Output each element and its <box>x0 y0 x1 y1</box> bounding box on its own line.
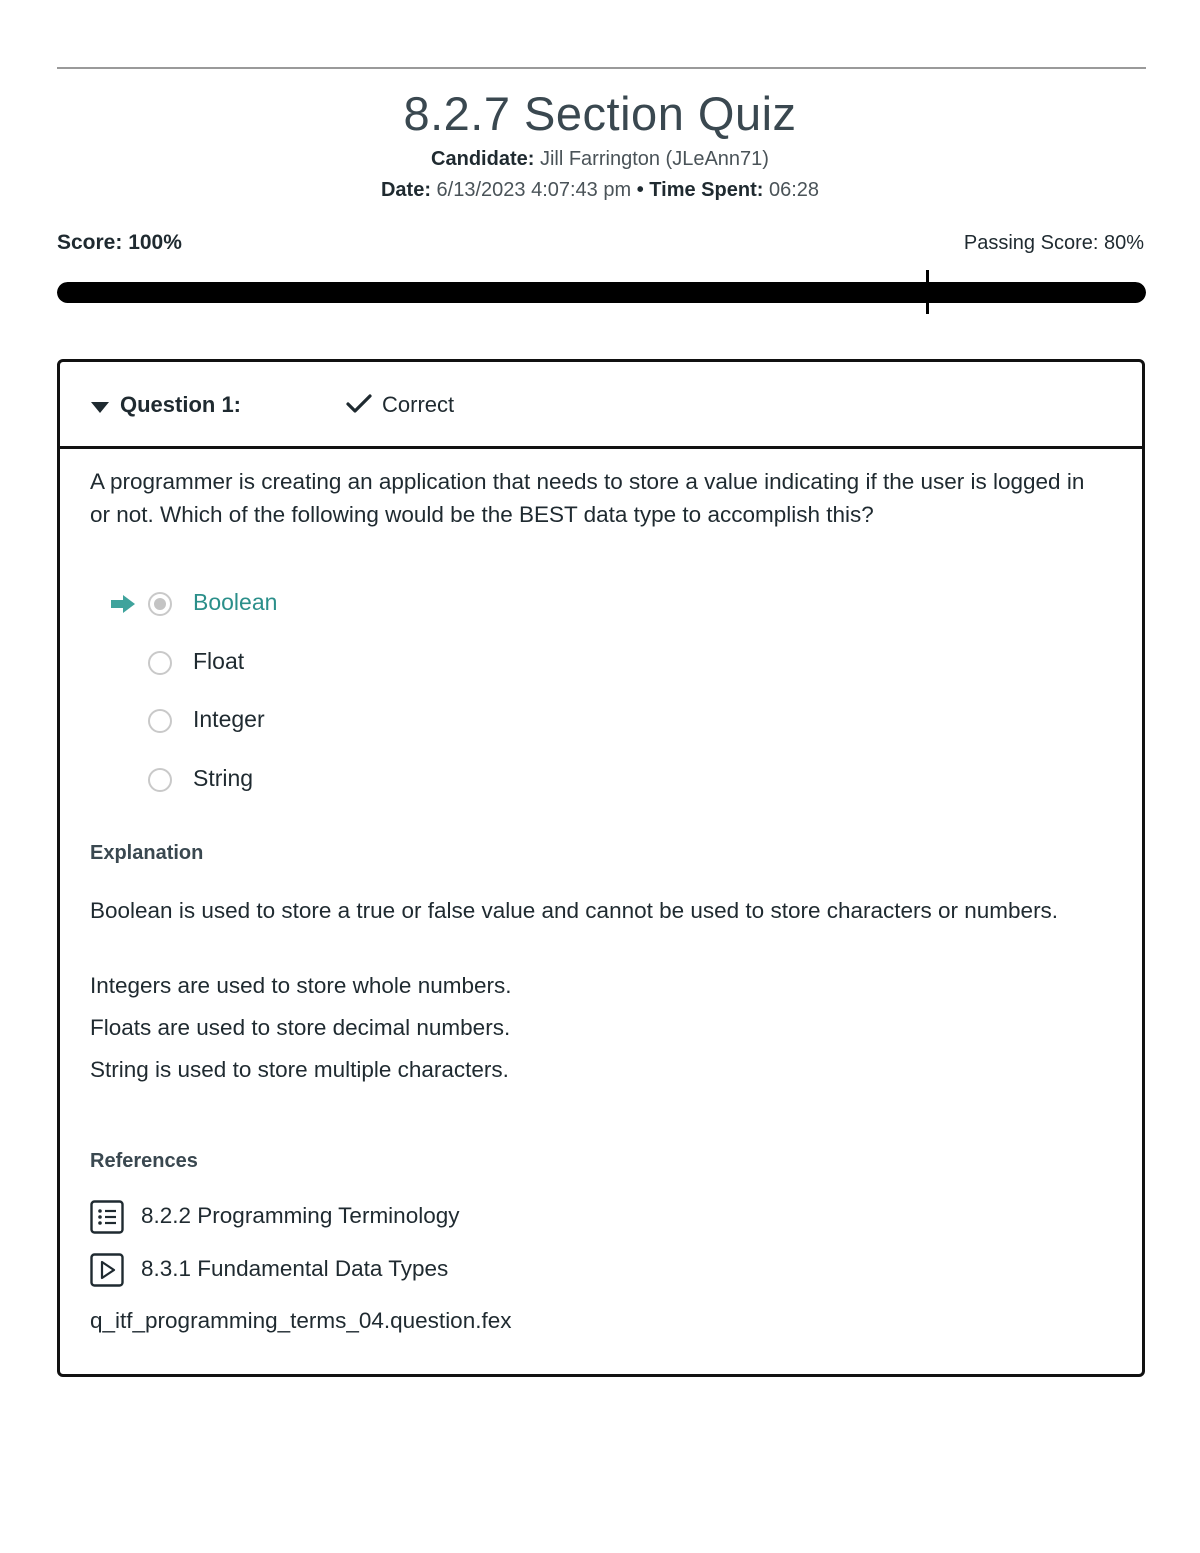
option-integer <box>60 703 560 743</box>
references-heading: References <box>90 1150 198 1172</box>
radio-button[interactable] <box>148 709 172 733</box>
separator-dot: • <box>636 179 644 201</box>
date-time-line <box>0 179 1200 202</box>
time-spent-value: 06:28 <box>768 179 820 201</box>
score-progress-fill <box>57 282 1146 303</box>
check-icon <box>345 392 373 416</box>
question-text: A programmer is creating an application that needs to store a value indicating if the user is logged in or not. Which of the following would be the BEST data type to accomplish this? <box>90 469 1085 527</box>
option-boolean <box>60 586 560 626</box>
explanation-line: Integers are used to store whole numbers. <box>90 973 512 998</box>
explanation-heading: Explanation <box>90 842 204 864</box>
radio-button[interactable] <box>148 768 172 792</box>
option-string <box>60 762 560 802</box>
reference-link[interactable]: 8.2.2 Programming Terminology <box>141 1203 460 1228</box>
question-file-name: q_itf_programming_terms_04.question.fex <box>90 1308 512 1333</box>
date-label: Date: <box>380 179 431 201</box>
passing-score-label: Passing Score: 80% <box>963 232 1144 254</box>
question-number: Question 1: <box>120 392 242 417</box>
page-title: 8.2.7 Section Quiz <box>403 87 797 140</box>
explanation-line: Floats are used to store decimal numbers. <box>90 1015 511 1040</box>
reference-item[interactable] <box>90 1253 790 1289</box>
list-icon <box>90 1200 124 1234</box>
time-spent-label: Time Spent: <box>649 179 764 201</box>
date-value: 6/13/2023 4:07:43 pm <box>436 179 632 201</box>
question-status: Correct <box>382 392 455 417</box>
candidate-label: Candidate: <box>431 148 535 170</box>
score-label: Score: 100% <box>57 231 182 254</box>
option-float <box>60 645 560 685</box>
explanation-line: String is used to store multiple characters. <box>90 1057 509 1082</box>
passing-score-marker <box>926 270 929 314</box>
score-progress-bar <box>57 282 1146 303</box>
reference-item[interactable] <box>90 1200 790 1236</box>
radio-button[interactable] <box>148 651 172 675</box>
option-label: Integer <box>193 706 265 732</box>
top-divider <box>57 67 1146 69</box>
candidate-value: Jill Farrington (JLeAnn71) <box>539 148 769 170</box>
arrow-right-icon <box>110 594 136 614</box>
play-icon <box>90 1253 124 1287</box>
explanation-line: Boolean is used to store a true or false value and cannot be used to store characters or numbers. <box>90 898 1059 923</box>
caret-down-icon[interactable] <box>91 402 109 413</box>
option-label: Float <box>193 648 245 674</box>
candidate-line <box>0 148 1200 171</box>
option-label: String <box>193 765 254 791</box>
question-header[interactable] <box>60 362 1142 449</box>
radio-button[interactable] <box>148 592 172 616</box>
reference-link[interactable]: 8.3.1 Fundamental Data Types <box>141 1256 449 1281</box>
question-card <box>57 359 1145 1377</box>
option-label: Boolean <box>193 589 278 615</box>
